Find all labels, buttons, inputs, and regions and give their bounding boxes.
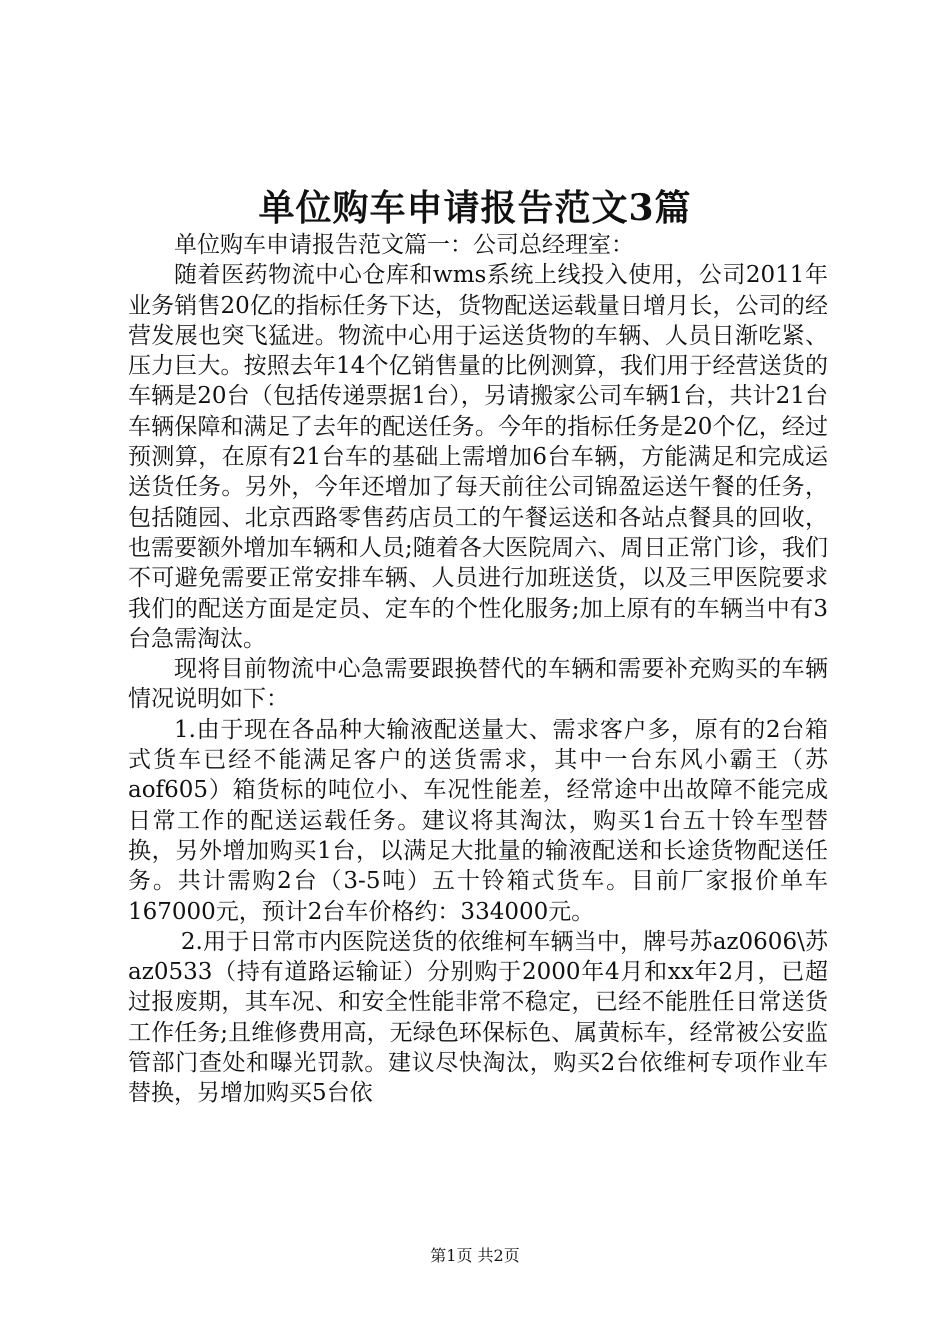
paragraph-intro: 单位购车申请报告范文篇一：公司总经理室： <box>174 232 634 258</box>
page-footer: 第1页 共2页 <box>430 1246 520 1265</box>
document-body <box>128 230 828 1109</box>
document-title: 单位购车申请报告范文3篇 <box>258 187 692 229</box>
paragraph-background: 随着医药物流中心仓库和wms系统上线投入使用，公司2011年业务销售20亿的指标任务下达，货物配送运载量日增月长，公司的经营发展也突飞猛进。物流中心用于运送货物的车辆、人员日渐吃紧、压力巨大。按照去年14个亿销售量的比例测算，我们用于经营送货的车辆是20台（包括传递票据1台），另请搬家公司车辆1台，共计21台车辆保障和满足了去年的配送任务。今年的指标任务是20个亿，经过预测算，在原有21台车的基础上需增加6台车辆，方能满足和完成运送货任务。另外，今年还增加了每天前往公司锦盈运送午餐的任务，包括随园、北京西路零售药店员工的午餐运送和各站点餐具的回收，也需要额外增加车辆和人员;随着各大医院周六、周日正常门诊，我们不可避免需要正常安排车辆、人员进行加班送货，以及三甲医院要求我们的配送方面是定员、定车的个性化服务;加上原有的车辆当中有3台急需淘汰。 <box>128 262 828 652</box>
paragraph-explanation: 现将目前物流中心急需要跟换替代的车辆和需要补充购买的车辆情况说明如下： <box>128 656 828 713</box>
paragraph-item-2: 2.用于日常市内医院送货的依维柯车辆当中，牌号苏az0606\苏az0533（持有道路运输证）分别购于2000年4月和xx年2月，已超过报废期，其车况、和安全性能非常不稳定，已经不能胜任日常送货工作任务;且维修费用高，无绿色环保标色、属黄标车，经常被公安监管部门查处和曝光罚款。建议尽快淘汰，购买2台依维柯专项作业车替换，另增加购买5台依 <box>128 928 828 1107</box>
paragraph-item-1: 1.由于现在各品种大输液配送量大、需求客户多，原有的2台箱式货车已经不能满足客户的送货需求，其中一台东风小霸王（苏aof605）箱货标的吨位小、车况性能差，经常途中出故障不能完成日常工作的配送运载任务。建议将其淘汰，购买1台五十铃车型替换，另外增加购买1台，以满足大批量的输液配送和长途货物配送任务。共计需购2台（3-5吨）五十铃箱式货车。目前厂家报价单车167000元，预计2台车价格约：334000元。 <box>128 716 828 925</box>
